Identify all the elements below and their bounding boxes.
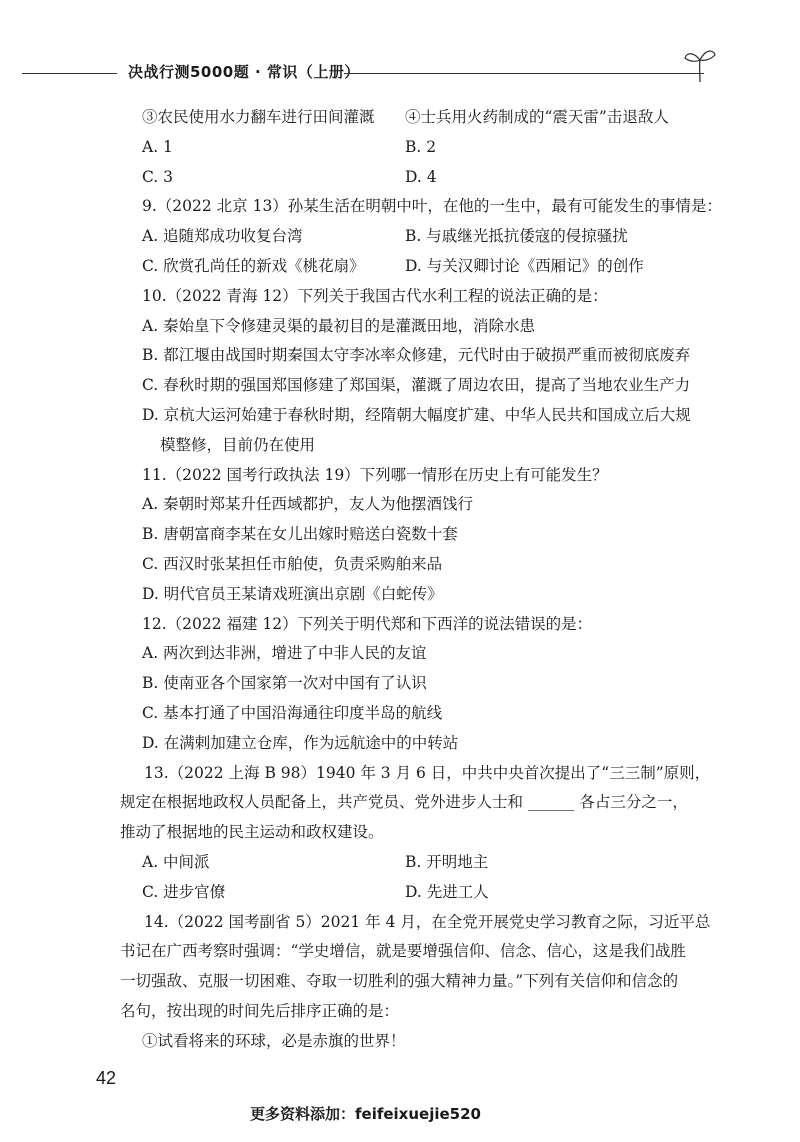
option-right: D. 与关汉卿讨论《西厢记》的创作 [405,256,644,275]
text-line [142,282,712,312]
text-line [142,729,712,759]
text-line [142,639,712,669]
line-text: C. 春秋时期的强国郑国修建了郑国渠，灌溉了周边农田，提高了当地农业生产力 [142,376,691,395]
line-text: B. 唐朝富商李某在女儿出嫁时赔送白瓷数十套 [142,525,458,544]
text-line [142,312,712,342]
line-text: 书记在广西考察时强调：“学史增信，就是要增强信仰、信念、信心，这是我们战胜 [120,942,686,961]
text-line [142,848,712,878]
line-text: 13.（2022 上海 B 98）1940 年 3 月 6 日，中共中央首次提出了“三三制”原则， [144,763,711,782]
text-line [142,550,712,580]
line-text: B. 都江堰由战国时期秦国太守李冰率众修建，元代时由于破损严重而被彻底废弃 [142,346,691,365]
option-right: D. 先进工人 [405,882,489,901]
option-left: C. 欣赏孔尚任的新戏《桃花扇》 [142,256,365,275]
text-line [142,1027,712,1057]
line-text: 10.（2022 青海 12）下列关于我国古代水利工程的说法正确的是： [142,286,608,305]
line-text: C. 基本打通了中国沿海通往印度半岛的航线 [142,703,443,722]
text-line [142,520,712,550]
line-text: 一切强敌、克服一切困难、夺取一切胜利的强大精神力量。”下列有关信仰和信念的 [120,972,679,991]
text-line [144,908,712,938]
text-line [142,878,712,908]
text-line [120,788,712,818]
header-rule-right [344,73,704,74]
text-line [142,133,712,163]
text-line [142,341,712,371]
line-text: 14.（2022 国考副省 5）2021 年 4 月，在全党开展党史学习教育之际，习近平总 [144,912,711,931]
sprout-icon [682,44,718,84]
line-text: 推动了根据地的民主运动和政权建设。 [120,823,384,842]
question-body [120,103,722,1057]
header-rule-left [22,73,117,74]
line-text: 12.（2022 福建 12）下列关于明代郑和下西洋的说法错误的是： [142,614,593,633]
text-line [144,759,712,789]
text-line [142,669,712,699]
text-line [142,610,712,640]
line-text: D. 明代官员王某请戏班演出京剧《白蛇传》 [142,584,443,603]
line-text: C. 西汉时张某担任市舶使，负责采购舶来品 [142,554,443,573]
text-line [142,401,712,431]
footer-note: 更多资料添加：feifeixuejie520 [250,1105,481,1123]
header-title: 决战行测5000题 · 常识（上册） [128,63,360,81]
line-text: D. 在满剌加建立仓库，作为远航途中的中转站 [142,733,459,752]
text-line [142,192,722,222]
option-left: ③农民使用水力翻车进行田间灌溉 [142,108,375,126]
line-text: 模整修，目前仍在使用 [160,435,316,454]
text-line [142,163,712,193]
option-right: ④士兵用火药制成的“震天雷”击退敌人 [405,108,669,126]
option-left: C. 进步官僚 [142,882,226,901]
text-line [142,371,712,401]
text-line [142,103,712,133]
page-number: 42 [96,1068,117,1088]
line-text: D. 京杭大运河始建于春秋时期，经隋朝大幅度扩建、中华人民共和国成立后大规 [142,405,691,424]
line-text: 9.（2022 北京 13）孙某生活在明朝中叶，在他的一生中，最有可能发生的事情是： [142,197,722,216]
option-left: A. 中间派 [142,852,210,871]
text-line [120,818,712,848]
option-right: B. 与戚继光抵抗倭寇的侵掠骚扰 [405,227,628,246]
text-line [142,431,712,461]
line-text: B. 使南亚各个国家第一次对中国有了认识 [142,674,427,693]
option-left: C. 3 [142,167,174,186]
line-text: 规定在根据地政权人员配备上，共产党员、党外进步人士和 ______ 各占三分之一， [120,793,688,812]
option-right: B. 开明地主 [405,852,489,871]
running-header [22,58,722,86]
line-text: 名句，按出现的时间先后排序正确的是： [120,1001,400,1020]
text-line [142,580,712,610]
option-right: B. 2 [405,137,437,156]
option-left: A. 1 [142,137,173,156]
line-text: A. 秦朝时郑某升任西域都护，友人为他摆酒饯行 [142,495,474,514]
text-line [120,937,712,967]
option-left: A. 追随郑成功收复台湾 [142,227,303,246]
text-line [142,699,712,729]
text-line [142,490,712,520]
line-text: A. 秦始皇下令修建灵渠的最初目的是灌溉田地，消除水患 [142,316,536,335]
text-line [120,997,712,1027]
line-text: A. 两次到达非洲，增进了中非人民的友谊 [142,644,427,663]
text-line [142,252,712,282]
line-text: 11.（2022 国考行政执法 19）下列哪一情形在历史上有可能发生？ [142,465,608,484]
text-line [120,967,712,997]
text-line [142,222,712,252]
text-line [142,461,712,491]
line-text: ①试看将来的环球，必是赤旗的世界！ [142,1031,406,1050]
option-right: D. 4 [405,167,437,186]
